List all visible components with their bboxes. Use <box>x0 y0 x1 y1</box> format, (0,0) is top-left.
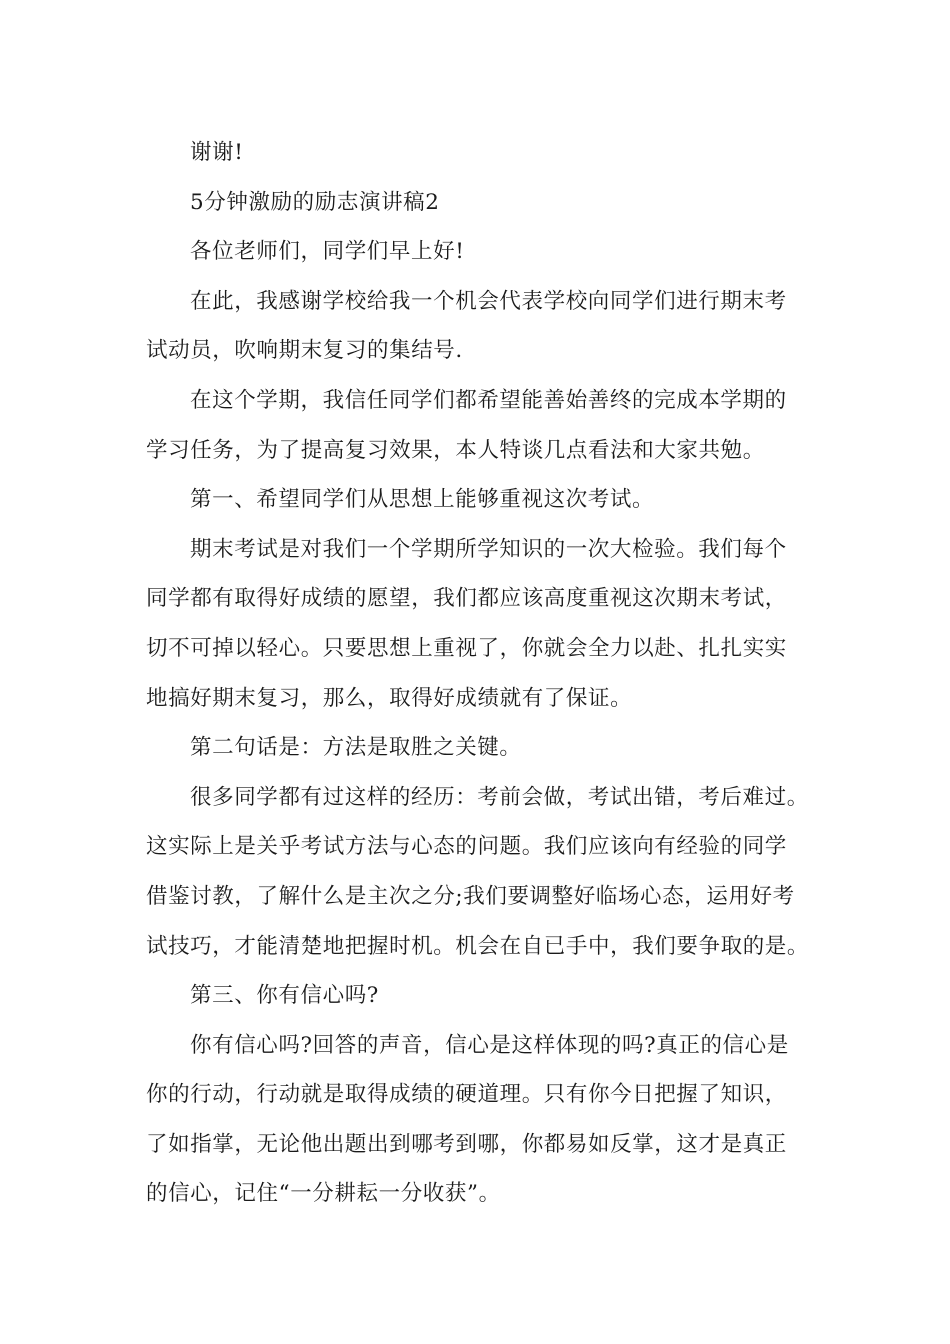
paragraph: 很多同学都有过这样的经历：考前会做，考试出错，考后难过。 这实际上是关乎考试方法与心态的问题。我们应该向有经验的同学 借鉴讨教，了解什么是主次之分;我们要调整好临场心态，运用好考 试技巧，才能清楚地把握时机。机会在自已手中，我们要争取的是。 <box>146 784 810 959</box>
greeting-line: 各位老师们，同学们早上好! <box>190 239 465 265</box>
section-heading: 第二句话是：方法是取胜之关键。 <box>190 735 522 761</box>
paragraph: 你有信心吗?回答的声音，信心是这样体现的吗?真正的信心是 你的行动，行动就是取得成绩的硬道理。只有你今日把握了知识， 了如指掌，无论他出题出到哪考到哪，你都易如反掌，这才是真正 的信心，记住“一分耕耘一分收获”。 <box>146 1032 789 1207</box>
closing-line: 谢谢! <box>190 140 244 165</box>
section-heading: 第三、你有信心吗? <box>190 983 379 1009</box>
paragraph: 期末考试是对我们一个学期所学知识的一次大检验。我们每个 同学都有取得好成绩的愿望，我们都应该高度重视这次期末考试， 切不可掉以轻心。只要思想上重视了，你就会全力以赴、扎扎实实 地搞好期末复习，那么，取得好成绩就有了保证。 <box>146 536 787 711</box>
section-heading: 第一、希望同学们从思想上能够重视这次考试。 <box>190 487 655 513</box>
paragraph: 在此，我感谢学校给我一个机会代表学校向同学们进行期末考 试动员，吹响期末复习的集结号. <box>146 288 787 364</box>
document-body <box>146 128 836 1219</box>
paragraph: 在这个学期，我信任同学们都希望能善始善终的完成本学期的 学习任务，为了提高复习效果，本人特谈几点看法和大家共勉。 <box>146 387 787 463</box>
speech-title: 5分钟激励的励志演讲稿2 <box>190 189 440 215</box>
